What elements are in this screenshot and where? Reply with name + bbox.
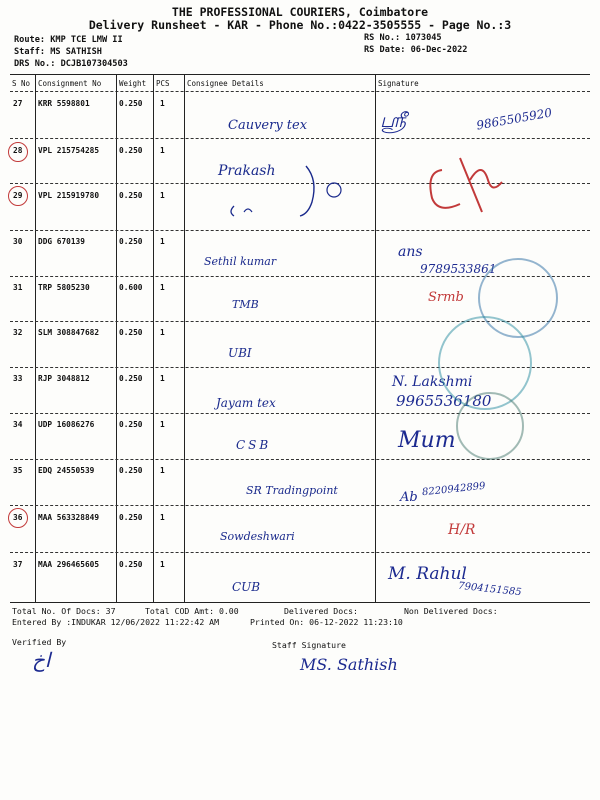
row-sign-mark: H/R — [448, 522, 476, 538]
printed-on: Printed On: 06-12-2022 11:23:10 — [250, 617, 403, 627]
total-docs: Total No. Of Docs: 37 — [12, 606, 116, 616]
red-signature-stroke — [430, 158, 502, 212]
row-rule — [10, 505, 590, 506]
row-consignment: MAA 296465605 — [38, 560, 100, 569]
row-consignment: SLM 308847682 — [38, 328, 100, 337]
row-consignee-handwritten: Prakash — [218, 163, 276, 179]
row-sno: 27 — [13, 99, 23, 108]
row-consignment: MAA 563328849 — [38, 513, 100, 522]
row-weight: 0.250 — [119, 328, 143, 337]
row-sno: 31 — [13, 283, 23, 292]
row-sno: 36 — [13, 513, 23, 522]
col-header-sno: S No — [12, 79, 31, 88]
row-weight: 0.250 — [119, 191, 143, 200]
row-consignee-handwritten: Cauvery tex — [228, 118, 308, 133]
entered-by: Entered By :INDUKAR 12/06/2022 11:22:42 AM — [12, 617, 220, 627]
row-consignment: EDQ 24550539 — [38, 466, 95, 475]
row-pcs: 1 — [160, 560, 165, 569]
row-rule — [10, 230, 590, 231]
row-pcs: 1 — [160, 328, 165, 337]
col-divider — [35, 75, 36, 603]
verified-by-label: Verified By — [12, 637, 67, 647]
page-title: THE PROFESSIONAL COURIERS, Coimbatore — [171, 5, 429, 19]
table-top-rule — [10, 74, 590, 75]
row-weight: 0.250 — [119, 513, 143, 522]
col-header-consignment: Consignment No — [38, 79, 102, 88]
row-consignment: VPL 215919780 — [38, 191, 100, 200]
row-phone-handwritten: 9865505920 — [475, 105, 553, 133]
row-rule — [10, 138, 590, 139]
verifier-signature: اخ — [32, 648, 51, 672]
rs-number: RS No.: 1073045 — [364, 33, 442, 43]
signature-scrawl: Ab — [400, 490, 418, 505]
row-weight: 0.250 — [119, 466, 143, 475]
row-weight: 0.250 — [119, 237, 143, 246]
row-pcs: 1 — [160, 513, 165, 522]
staff-signature: MS. Sathish — [300, 655, 398, 674]
row-consignee-handwritten: CSB — [236, 438, 272, 452]
row-weight: 0.250 — [119, 374, 143, 383]
row-weight: 0.250 — [119, 99, 143, 108]
row-consignment: KRR 5598801 — [38, 99, 90, 108]
total-cod: Total COD Amt: 0.00 — [145, 606, 239, 616]
delivered-docs: Delivered Docs: — [284, 606, 358, 616]
page-subtitle: Delivery Runsheet - KAR - Phone No.:0422-3505555 - Page No.:3 — [88, 18, 512, 32]
col-header-pcs: PCS — [156, 79, 170, 88]
row-consignee-handwritten: CUB — [232, 580, 261, 594]
col-divider — [116, 75, 117, 603]
row-sno: 33 — [13, 374, 23, 383]
row-phone-handwritten: 8220942899 — [421, 480, 487, 499]
bracket-stroke — [300, 166, 314, 216]
row-consignment: DDG 670139 — [38, 237, 85, 246]
staff-label: Staff: MS SATHISH — [14, 47, 102, 57]
row-sno: 32 — [13, 328, 23, 337]
row-weight: 0.250 — [119, 420, 143, 429]
route-label: Route: KMP TCE LMW II — [14, 35, 123, 45]
row-consignee-handwritten: Sethil kumar — [204, 255, 277, 268]
row-weight: 0.600 — [119, 283, 143, 292]
row-sno: 37 — [13, 560, 23, 569]
row-pcs: 1 — [160, 283, 165, 292]
row-pcs: 1 — [160, 374, 165, 383]
row-pcs: 1 — [160, 191, 165, 200]
signature-scrawl: M. Rahul — [388, 564, 467, 584]
col-header-consignee: Consignee Details — [187, 79, 264, 88]
col-divider — [184, 75, 185, 603]
signature-scrawl: ஸ்ரீ — [380, 108, 407, 132]
circled-number-mark — [327, 183, 341, 197]
row-consignee-handwritten: TMB — [232, 298, 259, 311]
row-consignment: UDP 16086276 — [38, 420, 95, 429]
row-phone-handwritten: 9965536180 — [396, 392, 492, 410]
row-weight: 0.250 — [119, 146, 143, 155]
table-bottom-rule — [10, 602, 590, 603]
row-weight: 0.250 — [119, 560, 143, 569]
row-consignment: VPL 215754285 — [38, 146, 100, 155]
row-pcs: 1 — [160, 146, 165, 155]
rs-date: RS Date: 06-Dec-2022 — [364, 45, 468, 55]
row-pcs: 1 — [160, 466, 165, 475]
row-phone-handwritten: 7904151585 — [457, 580, 523, 599]
staff-signature-label: Staff Signature — [272, 640, 346, 650]
row-sno: 29 — [13, 191, 23, 200]
row-consignee-handwritten: SR Tradingpoint — [246, 484, 338, 497]
row-rule — [10, 552, 590, 553]
row-consignment: RJP 3048812 — [38, 374, 90, 383]
row-consignee-handwritten: Jayam tex — [216, 396, 276, 410]
row-sno: 28 — [13, 146, 23, 155]
scribble-stroke — [244, 209, 252, 212]
signature-scrawl: N. Lakshmi — [392, 374, 473, 390]
row-phone-handwritten: 9789533861 — [420, 262, 497, 276]
rubber-stamp — [456, 392, 524, 460]
row-consignee-handwritten: UBI — [228, 346, 252, 360]
signature-scrawl: Mum — [398, 428, 456, 453]
col-divider — [153, 75, 154, 603]
col-header-signature: Signature — [378, 79, 419, 88]
row-sno: 35 — [13, 466, 23, 475]
row-pcs: 1 — [160, 237, 165, 246]
row-sno: 30 — [13, 237, 23, 246]
row-rule — [10, 459, 590, 460]
header-rule — [10, 91, 590, 92]
row-consignee-handwritten: Sowdeshwari — [220, 530, 295, 543]
row-consignment: TRP 5805230 — [38, 283, 90, 292]
row-pcs: 1 — [160, 420, 165, 429]
signature-scrawl: Srmb — [428, 290, 464, 305]
signature-scrawl: ans — [398, 244, 423, 260]
drs-label: DRS No.: DCJB107304503 — [14, 59, 128, 69]
scribble-stroke — [231, 206, 234, 216]
handwriting-marks — [220, 150, 580, 230]
row-sno: 34 — [13, 420, 23, 429]
col-header-weight: Weight — [119, 79, 147, 88]
non-delivered-docs: Non Delivered Docs: — [404, 606, 498, 616]
row-pcs: 1 — [160, 99, 165, 108]
